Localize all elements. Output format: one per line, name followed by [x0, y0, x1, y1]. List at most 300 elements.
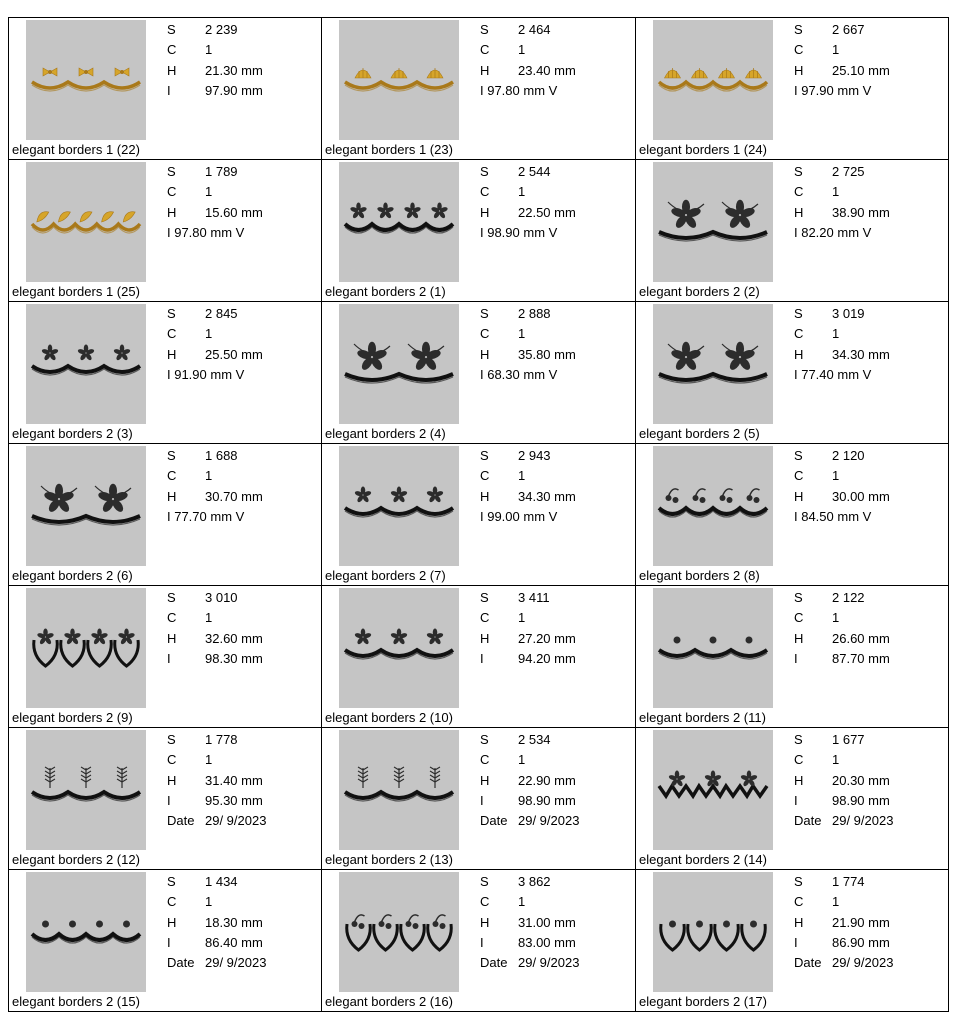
stat-key: S [794, 874, 803, 889]
stat-value: 21.30 mm [205, 62, 263, 78]
stat-value: 98.30 mm [205, 650, 263, 666]
stat-value: 87.70 mm [832, 650, 890, 666]
stat-key: Date [794, 813, 822, 829]
gold-leaves-icon [26, 162, 146, 282]
stat-key: C [480, 42, 490, 58]
design-card [636, 302, 948, 444]
stat-row [794, 466, 890, 486]
design-stats [480, 162, 576, 243]
stat-value: 1 434 [205, 874, 238, 889]
stat-key: I [480, 792, 484, 808]
design-name: elegant borders 1 (22) [12, 142, 140, 157]
stat-key: H [794, 488, 804, 504]
design-thumbnail [339, 446, 459, 566]
stat-row [167, 872, 266, 892]
daisy-chain-icon [339, 730, 459, 850]
design-card [9, 870, 322, 1012]
stat-row [167, 953, 266, 973]
stat-row [794, 162, 890, 182]
stat-key: Date [480, 813, 508, 829]
design-card [322, 728, 636, 870]
design-thumbnail [339, 304, 459, 424]
stat-key: I [167, 650, 171, 666]
design-name: elegant borders 2 (8) [639, 568, 760, 583]
stat-key: C [794, 326, 804, 342]
stat-key: S [794, 590, 803, 605]
design-stats [480, 20, 576, 101]
stat-row [480, 466, 576, 486]
design-stats [794, 588, 890, 669]
design-stats [794, 304, 890, 385]
stat-row [794, 933, 893, 953]
small-flower-scallop-icon [339, 446, 459, 566]
stat-value: 1 677 [832, 732, 865, 747]
stat-row [167, 324, 263, 344]
stat-row [480, 608, 576, 628]
stat-key: C [167, 468, 177, 484]
stat-row [794, 608, 890, 628]
stat-value: 31.40 mm [205, 772, 263, 788]
design-stats [480, 872, 579, 973]
stat-key: Date [794, 955, 822, 971]
stat-row [480, 182, 576, 202]
stat-key: C [480, 468, 490, 484]
stat-value: 83.00 mm [518, 934, 576, 950]
cherry-heart-icon [339, 872, 459, 992]
stat-row [794, 20, 890, 40]
stat-value: 30.00 mm [832, 488, 890, 504]
stat-row [167, 20, 263, 40]
stat-row [480, 203, 576, 223]
design-name: elegant borders 2 (10) [325, 710, 453, 725]
design-thumbnail [26, 162, 146, 282]
stat-key: I 97.90 mm V [794, 82, 872, 98]
design-thumbnail [26, 20, 146, 140]
stat-value: 21.90 mm [832, 914, 890, 930]
stat-key: C [794, 42, 804, 58]
stat-key: H [167, 772, 177, 788]
stat-value: 2 725 [832, 164, 865, 179]
stat-key: S [480, 590, 489, 605]
stat-key: S [167, 448, 176, 463]
design-name: elegant borders 2 (13) [325, 852, 453, 867]
stat-row [480, 730, 579, 750]
stat-value: 20.30 mm [832, 772, 890, 788]
stat-row [167, 771, 266, 791]
design-card [9, 302, 322, 444]
stat-key: H [167, 346, 177, 362]
design-name: elegant borders 2 (12) [12, 852, 140, 867]
stat-row [167, 750, 266, 770]
stat-key: I 99.00 mm V [480, 508, 558, 524]
stat-row [794, 953, 893, 973]
design-name: elegant borders 2 (6) [12, 568, 133, 583]
stat-key: I 82.20 mm V [794, 224, 872, 240]
stat-key: S [167, 22, 176, 37]
design-name: elegant borders 2 (2) [639, 284, 760, 299]
stat-value: 95.30 mm [205, 792, 263, 808]
design-card [322, 870, 636, 1012]
design-card [636, 586, 948, 728]
stat-key: C [480, 894, 490, 910]
stat-key: I 97.80 mm V [167, 224, 245, 240]
stat-key: H [480, 914, 490, 930]
stat-value: 29/ 9/2023 [832, 813, 894, 829]
stat-value: 1 [518, 894, 526, 910]
stat-key: C [480, 752, 490, 768]
design-stats [480, 446, 576, 527]
stat-value: 1 [518, 184, 526, 200]
stat-row [480, 953, 579, 973]
stat-row [167, 913, 266, 933]
design-thumbnail [339, 20, 459, 140]
stat-value: 27.20 mm [518, 630, 576, 646]
stat-value: 1 [832, 894, 840, 910]
stat-row [167, 304, 263, 324]
leaf-scallop-icon [26, 446, 146, 566]
design-card [636, 870, 948, 1012]
stat-key: S [480, 22, 489, 37]
stat-value: 34.30 mm [832, 346, 890, 362]
stat-row [480, 892, 579, 912]
stat-value: 26.60 mm [832, 630, 890, 646]
stat-key: S [167, 306, 176, 321]
stat-value: 1 [518, 326, 526, 342]
design-name: elegant borders 2 (1) [325, 284, 446, 299]
stat-row [794, 791, 893, 811]
stat-value: 1 [518, 752, 526, 768]
design-card [9, 444, 322, 586]
stat-value: 94.20 mm [518, 650, 576, 666]
stat-value: 86.90 mm [832, 934, 890, 950]
stat-row [480, 324, 576, 344]
stat-value: 2 122 [832, 590, 865, 605]
stat-row [794, 588, 890, 608]
design-stats [167, 446, 263, 527]
stat-key: I [167, 792, 171, 808]
stat-value: 1 774 [832, 874, 865, 889]
stat-key: S [794, 22, 803, 37]
stat-key: H [794, 346, 804, 362]
stat-row [794, 81, 890, 101]
stat-row [794, 872, 893, 892]
stat-row [480, 20, 576, 40]
stat-row [794, 913, 893, 933]
stat-value: 3 010 [205, 590, 238, 605]
stat-row [794, 446, 890, 466]
stat-key: S [794, 306, 803, 321]
stat-key: Date [480, 955, 508, 971]
design-card [322, 444, 636, 586]
stat-row [480, 629, 576, 649]
design-stats [480, 730, 579, 831]
stat-key: S [794, 448, 803, 463]
design-stats [167, 20, 263, 101]
stat-key: S [167, 164, 176, 179]
stat-value: 1 [832, 752, 840, 768]
stat-value: 29/ 9/2023 [518, 955, 580, 971]
swirl-point-icon [26, 588, 146, 708]
stat-value: 25.50 mm [205, 346, 263, 362]
stat-key: C [480, 326, 490, 342]
design-name: elegant borders 2 (14) [639, 852, 767, 867]
stat-key: S [480, 306, 489, 321]
design-stats [167, 304, 263, 385]
design-stats [167, 872, 266, 973]
flower-scallop-icon [653, 162, 773, 282]
floral-garland-icon [26, 304, 146, 424]
design-thumbnail [26, 872, 146, 992]
stat-value: 98.90 mm [832, 792, 890, 808]
design-name: elegant borders 2 (3) [12, 426, 133, 441]
stat-value: 15.60 mm [205, 204, 263, 220]
stat-key: C [167, 184, 177, 200]
design-thumbnail [26, 730, 146, 850]
stat-key: I [794, 934, 798, 950]
stat-row [794, 324, 890, 344]
stat-value: 29/ 9/2023 [832, 955, 894, 971]
stat-key: I [480, 934, 484, 950]
stat-value: 1 [205, 610, 213, 626]
stat-key: I 68.30 mm V [480, 366, 558, 382]
stat-key: H [794, 630, 804, 646]
stat-key: S [480, 448, 489, 463]
stat-value: 38.90 mm [832, 204, 890, 220]
gold-shells-icon [339, 20, 459, 140]
stat-value: 1 789 [205, 164, 238, 179]
stat-row [167, 446, 263, 466]
stat-key: S [480, 732, 489, 747]
stat-key: I [794, 650, 798, 666]
stat-row [167, 81, 263, 101]
stat-row [480, 872, 579, 892]
stat-key: C [167, 42, 177, 58]
stat-key: I 97.80 mm V [480, 82, 558, 98]
stat-row [167, 933, 266, 953]
stat-row [480, 81, 576, 101]
design-name: elegant borders 1 (24) [639, 142, 767, 157]
stat-value: 3 411 [518, 590, 550, 605]
stat-key: C [480, 610, 490, 626]
design-stats [794, 162, 890, 243]
stat-key: I 91.90 mm V [167, 366, 245, 382]
stat-key: I 77.40 mm V [794, 366, 872, 382]
stat-key: S [480, 164, 489, 179]
stat-row [480, 791, 579, 811]
stat-row [167, 649, 263, 669]
cherry-scallop-icon [653, 446, 773, 566]
stat-key: I 98.90 mm V [480, 224, 558, 240]
stat-key: H [480, 772, 490, 788]
stat-row [794, 61, 890, 81]
stat-row [480, 446, 576, 466]
design-card [322, 586, 636, 728]
design-card [9, 18, 322, 160]
stat-value: 1 [832, 184, 840, 200]
stat-value: 1 [205, 184, 213, 200]
design-thumbnail [653, 446, 773, 566]
stat-key: C [480, 184, 490, 200]
rose-scallop-icon [339, 304, 459, 424]
stat-value: 1 [832, 42, 840, 58]
stat-key: C [167, 894, 177, 910]
stat-row [480, 61, 576, 81]
stat-key: S [794, 732, 803, 747]
stat-row [794, 730, 893, 750]
design-card [322, 160, 636, 302]
stat-row [794, 203, 890, 223]
stat-value: 1 778 [205, 732, 238, 747]
design-thumbnail [339, 588, 459, 708]
stat-value: 1 [832, 468, 840, 484]
stat-row [167, 365, 263, 385]
stat-row [167, 203, 263, 223]
stat-row [480, 750, 579, 770]
dot-scallop-icon [26, 872, 146, 992]
stat-key: C [794, 468, 804, 484]
stat-key: I [167, 82, 171, 98]
design-name: elegant borders 2 (9) [12, 710, 133, 725]
stat-value: 30.70 mm [205, 488, 263, 504]
stat-row [794, 345, 890, 365]
stat-row [794, 487, 890, 507]
design-stats [167, 730, 266, 831]
stat-value: 1 [832, 326, 840, 342]
stat-row [167, 730, 266, 750]
design-name: elegant borders 2 (7) [325, 568, 446, 583]
design-stats [794, 730, 893, 831]
design-thumbnail [653, 588, 773, 708]
stat-row [794, 750, 893, 770]
scroll-dots-icon [653, 588, 773, 708]
design-card [9, 160, 322, 302]
stat-row [480, 588, 576, 608]
stat-row [480, 811, 579, 831]
dot-point-icon [653, 872, 773, 992]
stat-key: H [480, 204, 490, 220]
stat-row [480, 913, 579, 933]
stat-row [167, 588, 263, 608]
design-name: elegant borders 2 (15) [12, 994, 140, 1009]
stat-row [480, 365, 576, 385]
stat-key: Date [167, 813, 195, 829]
stat-key: C [794, 184, 804, 200]
stat-row [167, 507, 263, 527]
stat-key: S [480, 874, 489, 889]
stat-row [167, 466, 263, 486]
design-stats [794, 20, 890, 101]
design-card [322, 302, 636, 444]
stat-row [480, 345, 576, 365]
stat-key: I [167, 934, 171, 950]
stat-value: 97.90 mm [205, 82, 263, 98]
stat-key: H [480, 62, 490, 78]
stat-value: 3 862 [518, 874, 551, 889]
design-name: elegant borders 1 (23) [325, 142, 453, 157]
stat-value: 35.80 mm [518, 346, 576, 362]
stat-row [480, 771, 579, 791]
stat-value: 25.10 mm [832, 62, 890, 78]
stat-key: H [794, 914, 804, 930]
design-thumbnail [653, 162, 773, 282]
stat-value: 2 120 [832, 448, 865, 463]
stat-value: 31.00 mm [518, 914, 576, 930]
stat-row [480, 223, 576, 243]
design-name: elegant borders 2 (5) [639, 426, 760, 441]
stat-row [794, 365, 890, 385]
stat-value: 1 [205, 468, 213, 484]
design-name: elegant borders 1 (25) [12, 284, 140, 299]
stat-value: 2 943 [518, 448, 551, 463]
design-name: elegant borders 2 (17) [639, 994, 767, 1009]
design-name: elegant borders 2 (4) [325, 426, 446, 441]
design-card [322, 18, 636, 160]
gold-bows-icon [26, 20, 146, 140]
stat-row [167, 345, 263, 365]
stat-key: C [794, 610, 804, 626]
stat-value: 1 [518, 468, 526, 484]
stat-row [480, 162, 576, 182]
stat-value: 2 464 [518, 22, 551, 37]
design-stats [480, 304, 576, 385]
design-thumbnail [26, 304, 146, 424]
design-card [9, 728, 322, 870]
stat-row [167, 487, 263, 507]
stat-key: C [794, 894, 804, 910]
stat-row [167, 61, 263, 81]
stat-key: C [167, 752, 177, 768]
stat-value: 2 845 [205, 306, 238, 321]
stat-value: 2 667 [832, 22, 865, 37]
stat-key: S [167, 874, 176, 889]
stat-row [794, 811, 893, 831]
design-stats [794, 872, 893, 973]
stat-row [167, 629, 263, 649]
stat-key: H [480, 630, 490, 646]
stat-value: 23.40 mm [518, 62, 576, 78]
stat-row [167, 223, 263, 243]
stat-key: H [480, 488, 490, 504]
design-stats [167, 588, 263, 669]
stat-row [794, 771, 893, 791]
stat-value: 86.40 mm [205, 934, 263, 950]
design-card [636, 18, 948, 160]
stat-key: H [167, 914, 177, 930]
stat-value: 1 [205, 894, 213, 910]
stat-key: Date [167, 955, 195, 971]
stat-key: H [794, 204, 804, 220]
stat-key: H [167, 204, 177, 220]
stat-row [794, 40, 890, 60]
design-card [9, 586, 322, 728]
design-name: elegant borders 2 (11) [639, 710, 766, 725]
stat-value: 1 [205, 752, 213, 768]
stat-row [167, 791, 266, 811]
stat-key: H [794, 772, 804, 788]
stat-key: I 77.70 mm V [167, 508, 245, 524]
stat-row [794, 507, 890, 527]
stat-key: S [167, 732, 176, 747]
vine-scallop-icon [653, 304, 773, 424]
stat-value: 22.50 mm [518, 204, 576, 220]
stat-value: 1 [518, 610, 526, 626]
stat-key: I [480, 650, 484, 666]
stat-value: 1 688 [205, 448, 238, 463]
stat-row [167, 811, 266, 831]
stat-row [480, 40, 576, 60]
design-thumbnail [653, 872, 773, 992]
stat-value: 3 019 [832, 306, 865, 321]
